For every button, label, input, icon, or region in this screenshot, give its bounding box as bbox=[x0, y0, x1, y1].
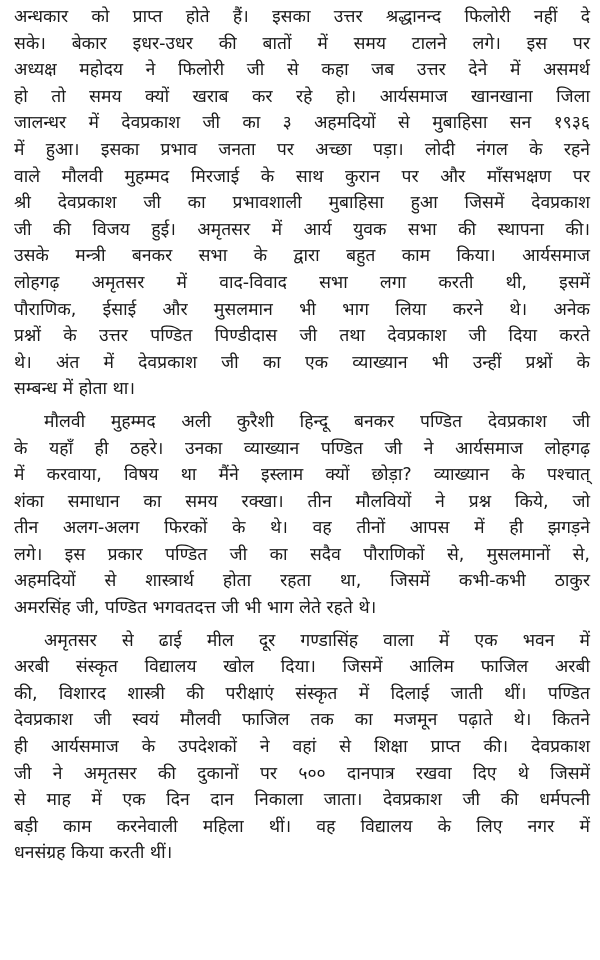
text-line: प्रश्नों के उत्तर पण्डित पिण्डीदास जी तथा देवप्रकाश जी दिया करते bbox=[14, 326, 590, 347]
text-line: जी ने अमृतसर की दुकानों पर ५०० दानपात्र रखवा दिए थे जिसमें bbox=[14, 763, 590, 784]
text-line: जी की विजय हुई। अमृतसर में आर्य युवक सभा की स्थापना की। bbox=[14, 219, 590, 240]
text-line: धनसंग्रह किया करती थीं। bbox=[14, 843, 173, 864]
text-line: हो तो समय क्यों खराब कर रहे हो। आर्यसमाज खानखाना जिला bbox=[14, 86, 590, 107]
paragraph bbox=[14, 628, 590, 867]
text-line: तीन अलग-अलग फिरकों के थे। वह तीनों आपस में ही झगड़ने bbox=[14, 518, 590, 539]
text-line: अरबी संस्कृत विद्यालय खोल दिया। जिसमें आलिम फाजिल अरबी bbox=[14, 657, 590, 678]
text-line: लोहगढ़ अमृतसर में वाद-विवाद सभा लगा करती थी, इसमें bbox=[14, 272, 590, 293]
text-line: पौराणिक, ईसाई और मुसलमान भी भाग लिया करने थे। अनेक bbox=[14, 299, 590, 320]
text-line: अध्यक्ष महोदय ने फिलोरी जी से कहा जब उत्तर देने में असमर्थ bbox=[14, 60, 590, 81]
text-line: में हुआ। इसका प्रभाव जनता पर अच्छा पड़ा। लोदी नंगल के रहने bbox=[14, 139, 590, 160]
text-line: अमरसिंह जी, पण्डित भगवतदत्त जी भी भाग लेते रहते थे। bbox=[14, 598, 377, 619]
text-line: देवप्रकाश जी स्वयं मौलवी फाजिल तक का मजमून पढ़ाते थे। कितने bbox=[14, 710, 590, 731]
text-line: थे। अंत में देवप्रकाश जी का एक व्याख्यान भी उन्हीं प्रश्नों के bbox=[14, 352, 590, 373]
text-line: श्री देवप्रकाश जी का प्रभावशाली मुबाहिसा हुआ जिसमें देवप्रकाश bbox=[14, 193, 590, 214]
text-line: मौलवी मुहम्मद अली कुरैशी हिन्दू बनकर पण्डित देवप्रकाश जी bbox=[44, 411, 590, 432]
text-line: से माह में एक दिन दान निकाला जाता। देवप्रकाश जी की धर्मपत्नी bbox=[14, 790, 590, 811]
text-line: शंका समाधान का समय रक्खा। तीन मौलवियों ने प्रश्न किये, जो bbox=[14, 491, 590, 512]
paragraph bbox=[14, 409, 590, 622]
text-line: जालन्धर में देवप्रकाश जी का ३ अहमदियों से मुबाहिसा सन १९३६ bbox=[14, 113, 590, 134]
text-line: लगे। इस प्रकार पण्डित जी का सदैव पौराणिकों से, मुसलमानों से, bbox=[14, 544, 590, 565]
paragraph bbox=[14, 4, 590, 403]
text-line: अमृतसर से ढाई मील दूर गण्डासिंह वाला में एक भवन में bbox=[44, 630, 590, 651]
text-line: सके। बेकार इधर-उधर की बातों में समय टालने लगे। इस पर bbox=[14, 33, 590, 54]
text-line: में करवाया, विषय था मैंने इस्लाम क्यों छोड़ा? व्याख्यान के पश्चात् bbox=[14, 465, 590, 486]
text-line: के यहाँ ही ठहरे। उनका व्याख्यान पण्डित जी ने आर्यसमाज लोहगढ़ bbox=[14, 438, 590, 459]
text-line: अन्धकार को प्राप्त होते हैं। इसका उत्तर श्रद्धानन्द फिलोरी नहीं दे bbox=[14, 7, 590, 27]
text-line: सम्बन्ध में होता था। bbox=[14, 379, 135, 400]
text-line: अहमदियों से शास्त्रार्थ होता रहता था, जिसमें कभी-कभी ठाकुर bbox=[14, 571, 590, 592]
document-page bbox=[14, 4, 590, 873]
text-line: की, विशारद शास्त्री की परीक्षाएं संस्कृत में दिलाई जाती थीं। पण्डित bbox=[14, 683, 590, 704]
text-line: उसके मन्त्री बनकर सभा के द्वारा बहुत काम किया। आर्यसमाज bbox=[14, 246, 590, 267]
text-line: बड़ी काम करनेवाली महिला थीं। वह विद्यालय के लिए नगर में bbox=[14, 816, 590, 837]
text-line: ही आर्यसमाज के उपदेशकों ने वहां से शिक्षा प्राप्त की। देवप्रकाश bbox=[14, 737, 590, 758]
text-line: वाले मौलवी मुहम्मद मिरजाई के साथ कुरान पर और माँसभक्षण पर bbox=[14, 166, 590, 187]
